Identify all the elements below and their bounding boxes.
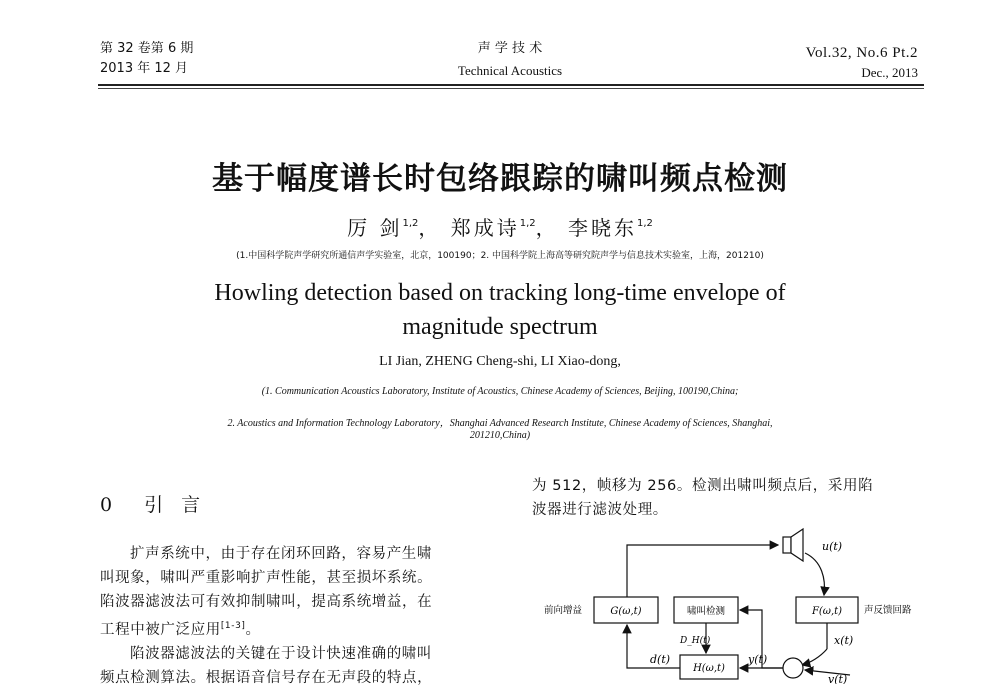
affiliation-en-1: (1. Communication Acoustics Laboratory, Institute of Acoustics, Chinese Academy of Sciences, Beijing, 100190,China; — [261, 386, 739, 397]
speaker-icon — [783, 529, 803, 561]
affiliation-en-2a: 2. Acoustics and Information Technology Laboratory，Shanghai Advanced Research Institute, Chinese Academy of Sciences, Shanghai, — [227, 418, 773, 429]
header-journal-en: Technical Acoustics — [457, 63, 563, 78]
v-label: v(t) — [828, 673, 848, 684]
paper-title-en-line1: Howling detection based on tracking long-time envelope of — [214, 280, 786, 306]
h-block-label: H(ω,t) — [693, 663, 725, 674]
f-block-label: F(ω,t) — [811, 606, 843, 617]
u-label: u(t) — [822, 540, 843, 553]
section-number: 0 — [100, 494, 119, 516]
citation: [1-3] — [220, 621, 246, 631]
x-path-line — [802, 649, 827, 665]
affiliation-cn: (1.中国科学院声学研究所通信声学实验室，北京，100190；2. 中国科学院上海高等研究院声学与信息技术实验室，上海，201210) — [236, 251, 764, 261]
header-rule-thin — [98, 88, 924, 89]
d-label: d(t) — [650, 653, 671, 666]
p2-line-1: 陷波器滤波法的关键在于设计快速准确的啸叫 — [130, 646, 432, 662]
summing-junction — [783, 658, 803, 678]
p1-line-2: 叫现象，啸叫严重影响扩声性能，甚至损坏系统。 — [100, 570, 433, 586]
p1-line-3: 陷波器滤波法可有效抑制啸叫，提高系统增益，在 — [100, 594, 433, 610]
affiliation-en-2b: 201210,China) — [469, 430, 531, 441]
header-journal-cn: 声 学 技 术 — [477, 41, 543, 56]
p1-line-4: 工程中被广泛应用[1-3]。 — [100, 621, 261, 638]
rc-line-2: 波器进行滤波处理。 — [532, 502, 668, 518]
header-date-cn: 2013 年 12 月 — [100, 61, 189, 76]
y-label: y(t) — [748, 653, 768, 666]
paragraph-2 — [100, 642, 492, 690]
header-volume-en: Vol.32, No.6 Pt.2 — [805, 45, 918, 61]
p2-line-2: 频点检测算法。根据语音信号存在无声段的特点， — [100, 670, 433, 686]
feedback-block-diagram — [530, 525, 930, 684]
paper-title-cn: 基于幅度谱长时包络跟踪的啸叫频点检测 — [212, 161, 788, 197]
right-column-text — [532, 474, 924, 522]
author-cn-2: 郑成诗$^{1,2}$， — [450, 216, 559, 240]
authors-en: LI Jian, ZHENG Cheng-shi, LI Xiao-dong, — [379, 354, 621, 369]
forward-gain-label: 前向增益 — [544, 605, 583, 616]
feedback-loop-label: 声反馈回路 — [864, 605, 912, 616]
x-label: x(t) — [834, 634, 854, 647]
paper-title-en-line2: magnitude spectrum — [402, 314, 598, 340]
rc-line-1: 为 512，帧移为 256。检测出啸叫频点后，采用陷 — [532, 478, 874, 494]
g-block-label: G(ω,t) — [610, 606, 642, 617]
author-cn-3: 李晓东$^{1,2}$ — [567, 216, 653, 240]
header-rule-thick — [98, 84, 924, 86]
section-heading — [100, 490, 206, 517]
section-title: 引 言 — [144, 494, 207, 516]
header-volume-issue: 第 32 卷第 6 期 — [100, 41, 194, 56]
howl-detection-label: 啸叫检测 — [686, 606, 726, 617]
p1-line-1: 扩声系统中，由于存在闭环回路，容易产生啸 — [130, 546, 432, 562]
speaker-to-feedback-line — [805, 553, 824, 595]
author-cn-1: 厉 剑$^{1,2}$， — [347, 216, 442, 240]
dh-label: D_H(t) — [680, 636, 711, 646]
authors-cn — [0, 212, 1000, 241]
forward-path-line — [627, 545, 778, 597]
paragraph-1 — [100, 542, 492, 642]
header-date-en: Dec., 2013 — [861, 65, 918, 80]
